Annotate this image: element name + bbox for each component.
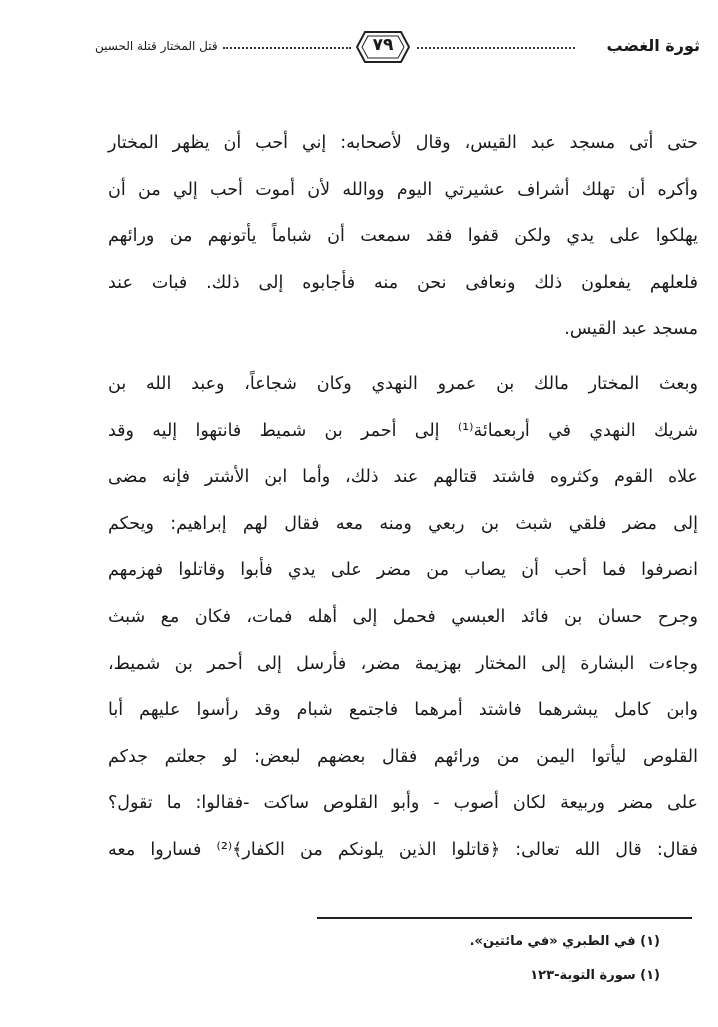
paragraph-gap <box>108 353 698 361</box>
page-number: ٧٩ <box>372 35 394 55</box>
body-text <box>108 120 698 874</box>
footnote: (١) في الطبري «في مائتين». <box>469 934 660 949</box>
section-title: قتل المختار قتلة الحسين <box>95 39 218 53</box>
text-line: وجرح حسان بن فائد العبسي فحمل إلى أهله فمات، فكان مع شبث <box>108 606 698 627</box>
text-line: حتى أتى مسجد عبد القيس، وقال لأصحابه: إني أحب أن يظهر المختار <box>108 133 698 153</box>
page-header <box>95 28 700 68</box>
text-line: وجاءت البشارة إلى المختار بهزيمة مضر، فأرسل إلى أحمر بن شميط، <box>108 653 698 674</box>
header-leader-dots-left <box>223 47 351 49</box>
footnotes <box>260 925 660 993</box>
text-line: إلى مضر فلقي شبث بن ربعي ومنه معه فقال لهم إبراهيم: ويحكم <box>108 513 698 534</box>
page-number-badge <box>355 28 411 66</box>
text-line: انصرفوا فما أحب أن يصاب من مضر على يدي فأبوا وقاتلوا فهزمهم <box>108 560 698 581</box>
text-line: وبعث المختار مالك بن عمرو النهدي وكان شجاعاً، وعبد الله بن <box>108 373 698 394</box>
footnote-rule <box>317 917 692 919</box>
text-line: على مضر وربيعة لكان أصوب - وأبو القلوص ساكت -فقالوا: ما تقول؟ <box>108 793 698 814</box>
header-leader-dots-right <box>417 47 575 49</box>
text-line: يهلكوا على يدي ولكن قفوا فقد سمعت أن شباماً يأتونهم من ورائهم <box>108 226 698 247</box>
text-line: فلعلهم يفعلون ذلك ونعافى نحن منه فأجابوه إلى ذلك. فبات عند <box>108 272 698 293</box>
text-line: وابن كامل يبشرهما فاشتد أمرهما فاجتمع شبام وقد رأسوا عليهم أبا <box>108 700 698 721</box>
book-title: ثورة الغضب <box>606 36 700 55</box>
text-line: فقال: قال الله تعالى: ﴿قاتلوا الذين يلونكم من الكفار﴾⁽²⁾ فساروا معه <box>108 839 698 860</box>
text-line: شريك النهدي في أربعمائة⁽¹⁾ إلى أحمر بن شميط فانتهوا إليه وقد <box>108 420 698 441</box>
text-line: علاه القوم وكثروه فاشتد قتالهم عند ذلك، وأما ابن الأشتر فإنه مضى <box>108 467 698 488</box>
text-line: وأكره أن تهلك أشراف عشيرتي اليوم ووالله لأن أموت أحب إلي من أن <box>108 179 698 200</box>
text-line: القلوص ليأتوا اليمن من ورائهم فقال بعضهم لبعض: لو جعلتم جدكم <box>108 746 698 767</box>
footnote: (١) سورة التوبة-١٢٣ <box>530 968 660 983</box>
text-line: مسجد عبد القيس. <box>564 319 698 340</box>
